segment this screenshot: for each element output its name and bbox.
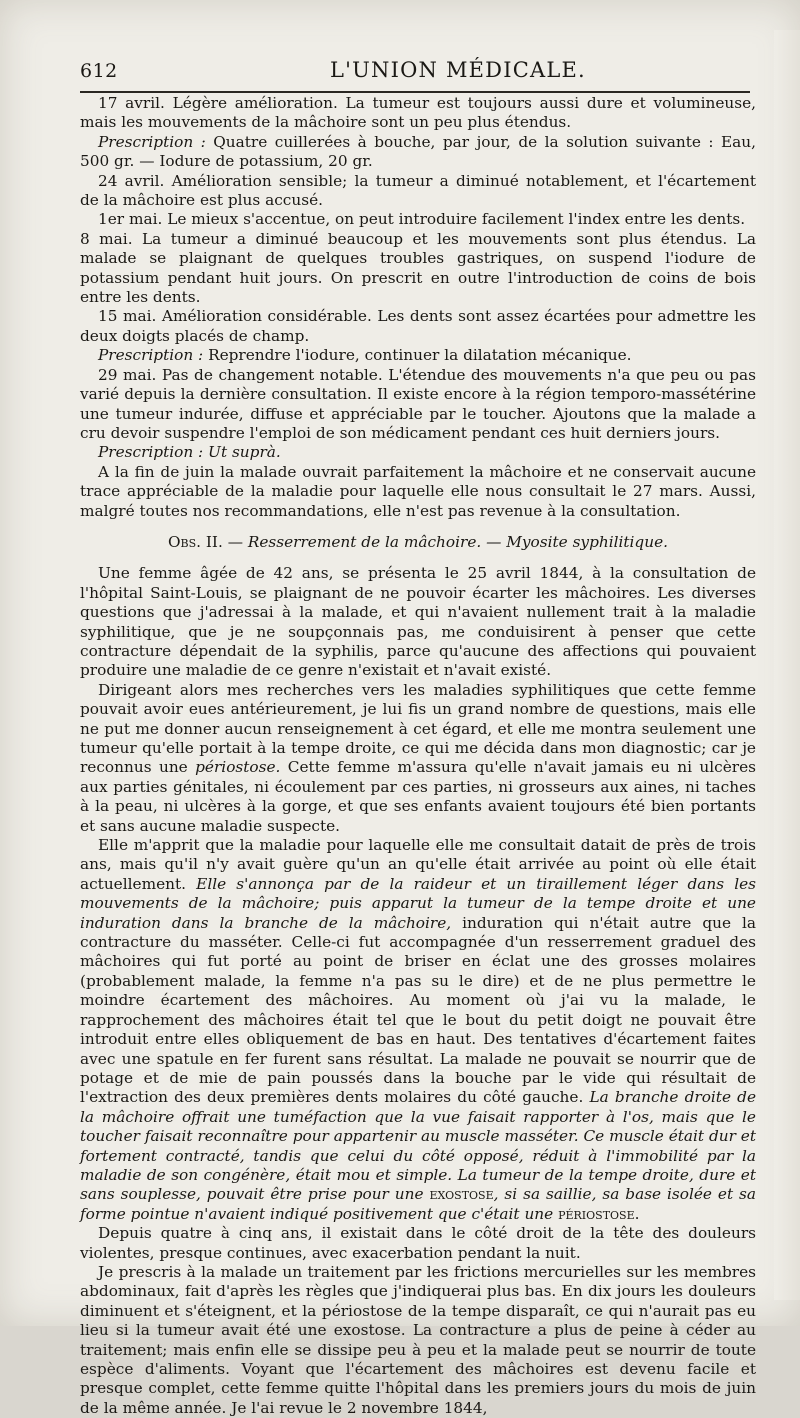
paragraph: Je prescris à la malade un traitement par les frictions mercurielles sur les membres abdominaux, fait d'après les règles que j'indiquerai plus bas. En dix jours les douleurs diminuent et s'éteignent, et la périostose de la tempe disparaît, ce qui n'aurait pas eu lieu si la tumeur avait été une exostose. La contracture a plus de peine à céder au traitement; mais enfin elle se dissipe peu à peu et la malade peut se nourrir de toute espèce d'aliments. Voyant que l'écartement des mâchoires est devenu facile et presque complet, cette femme quitte l'hôpital dans les premiers jours du mois de juin de la même année. Je l'ai revue le 2 novembre 1844,	[80, 1262, 756, 1417]
prescription-label: Prescription :	[98, 346, 204, 365]
observation-heading: Resserrement de la mâchoire. — Myosite syphilitique.	[247, 532, 668, 551]
body-text	[80, 94, 756, 1418]
paragraph	[80, 836, 756, 1224]
paragraph: 8 mai. La tumeur a diminué beaucoup et les mouvements sont plus étendus. La malade se plaignant de quelques troubles gastriques, on suspend l'iodure de potassium pendant huit jours. On prescrit en outre l'introduction de coins de bois entre les dents.	[80, 229, 756, 307]
prescription-label: Prescription :	[98, 132, 206, 151]
italic-passage: Elle s'annonça par de la raideur et un tiraillement léger dans les mouvements de la mâchoire; puis apparut la tumeur de la tempe droite et une induration dans la branche de la mâchoire,	[80, 874, 756, 932]
running-title: L'UNION MÉDICALE.	[330, 58, 586, 82]
paragraph: 29 mai. Pas de changement notable. L'étendue des mouvements n'a que peu ou pas varié depuis la dernière consultation. Il existe encore à la région temporo-massétérine une tumeur indurée, diffuse et appréciable par le toucher. Ajoutons que la malade a cru devoir suspendre l'emploi de son médicament pendant ces huit derniers jours.	[80, 365, 756, 442]
page-edge	[774, 30, 800, 1300]
paragraph: A la fin de juin la malade ouvrait parfaitement la mâchoire et ne conservait aucune trace appréciable de la maladie pour laquelle elle nous consultait le 27 mars. Aussi, malgré toutes nos recommandations, elle n'est pas revenue à la consultation.	[80, 462, 756, 520]
paragraph: 15 mai. Amélioration considérable. Les dents sont assez écartées pour admettre les deux doigts placés de champ.	[80, 307, 756, 345]
paragraph: 17 avril. Légère amélioration. La tumeur est toujours aussi dure et volumineuse, mais les mouvements de la mâchoire sont un peu plus étendus.	[80, 94, 756, 132]
running-header	[80, 56, 750, 86]
paragraph-text: induration qui n'était autre que la contracture du masséter. Celle-ci fut accompagnée d'un resserrement graduel des mâchoires qui fut porté au point de briser en éclat une des grosses molaires (probablement malade, la femme n'a pas su le dire) et de ne plus permettre le moindre écartement des mâchoires. Au moment où j'ai vu la malade, le rapprochement des mâchoires était tel que le bout du petit doigt ne pouvait être introduit entre elles obliquement de bas en haut. Des tentatives d'écartement faites avec une spatule en fer furent sans résultat. La malade ne pouvait se nourrir que de potage et de mie de pain poussés dans la bouche par le vide qui résultait de l'extraction des deux premières dents molaires du côté gauche.	[80, 913, 756, 1107]
paragraph: Depuis quatre à cinq ans, il existait dans le côté droit de la tête des douleurs violentes, presque continues, avec exacerbation pendant la nuit.	[80, 1224, 756, 1262]
observation-title	[80, 533, 756, 552]
paragraph	[80, 346, 756, 365]
paragraph	[80, 133, 756, 172]
paragraph: 24 avril. Amélioration sensible; la tumeur a diminué notablement, et l'écartement de la mâchoire est plus accusé.	[80, 171, 756, 210]
italic-passage: La branche droite de la mâchoire offrait une tuméfaction que la vue faisait rapporter à l'os, mais que le toucher faisait reconnaître pour appartenir au muscle masséter. Ce muscle était dur et fortement contracté, tandis que celui du côté opposé, réduit à l'immobilité par la maladie de son congénère, était mou et simple. La tumeur de la tempe droite, dure et sans souplesse, pouvait être prise pour une	[80, 1088, 756, 1204]
paragraph-text: Dirigeant alors mes recherches vers les maladies syphilitiques que cette femme pouvait avoir eues antérieurement, je lui fis un grand nombre de questions, mais elle ne put me donner aucun renseignement à cet égard, et elle me montra seulement une tumeur qu'elle portait à la tempe droite, ce qui me décida dans mon diagnostic; car je reconnus une	[80, 680, 756, 777]
observation-label: Obs. II. —	[168, 532, 248, 551]
header-rule	[80, 91, 750, 93]
paragraph: Prescription : Ut suprà.	[98, 443, 281, 462]
smallcaps-term: périostose	[558, 1204, 635, 1223]
paragraph: Une femme âgée de 42 ans, se présenta le 25 avril 1844, à la consultation de l'hôpital Saint-Louis, se plaignant de ne pouvoir écarter les mâchoires. Les diverses questions que j'adressai à la malade, et qui n'avaient nullement trait à la maladie syphilitique, que je ne soupçonnais pas, me conduisirent à penser que cette contracture dépendait de la syphilis, parce qu'aucune des affections qui pouvaient produire une maladie de ce genre n'existait et n'avait existé.	[80, 564, 756, 680]
paragraph: 1er mai. Le mieux s'accentue, on peut introduire facilement l'index entre les dents.	[98, 210, 746, 229]
paragraph-text: Reprendre l'iodure, continuer la dilatation mécanique.	[203, 346, 632, 365]
paragraph-text: Quatre cuillerées à bouche, par jour, de la solution suivante : Eau, 500 gr. — Iodure de potassium, 20 gr.	[80, 132, 756, 171]
paragraph	[80, 681, 756, 836]
paragraph-text: Cette femme m'assura qu'elle n'avait jamais eu ni ulcères aux parties génitales, ni écoulement par ces parties, ni grosseurs aux aines, ni taches à la peau, ni ulcères à la gorge, et que ses enfants avaient toujours été bien portants et sans aucune maladie suspecte.	[80, 758, 756, 835]
page-number: 612	[80, 60, 118, 82]
smallcaps-term: exostose	[429, 1185, 494, 1204]
paragraph-text: Elle m'apprit que la maladie pour laquelle elle me consultait datait de près de trois ans, mais qu'il n'y avait guère qu'un an qu'elle était arrivée au point où elle était actuellement.	[80, 836, 756, 893]
italic-term: périostose.	[195, 758, 281, 777]
italic-passage: , si sa saillie, sa base isolée et sa forme pointue n'avaient indiqué positivement que c'était une	[80, 1185, 756, 1223]
paragraph-text: .	[634, 1204, 640, 1223]
